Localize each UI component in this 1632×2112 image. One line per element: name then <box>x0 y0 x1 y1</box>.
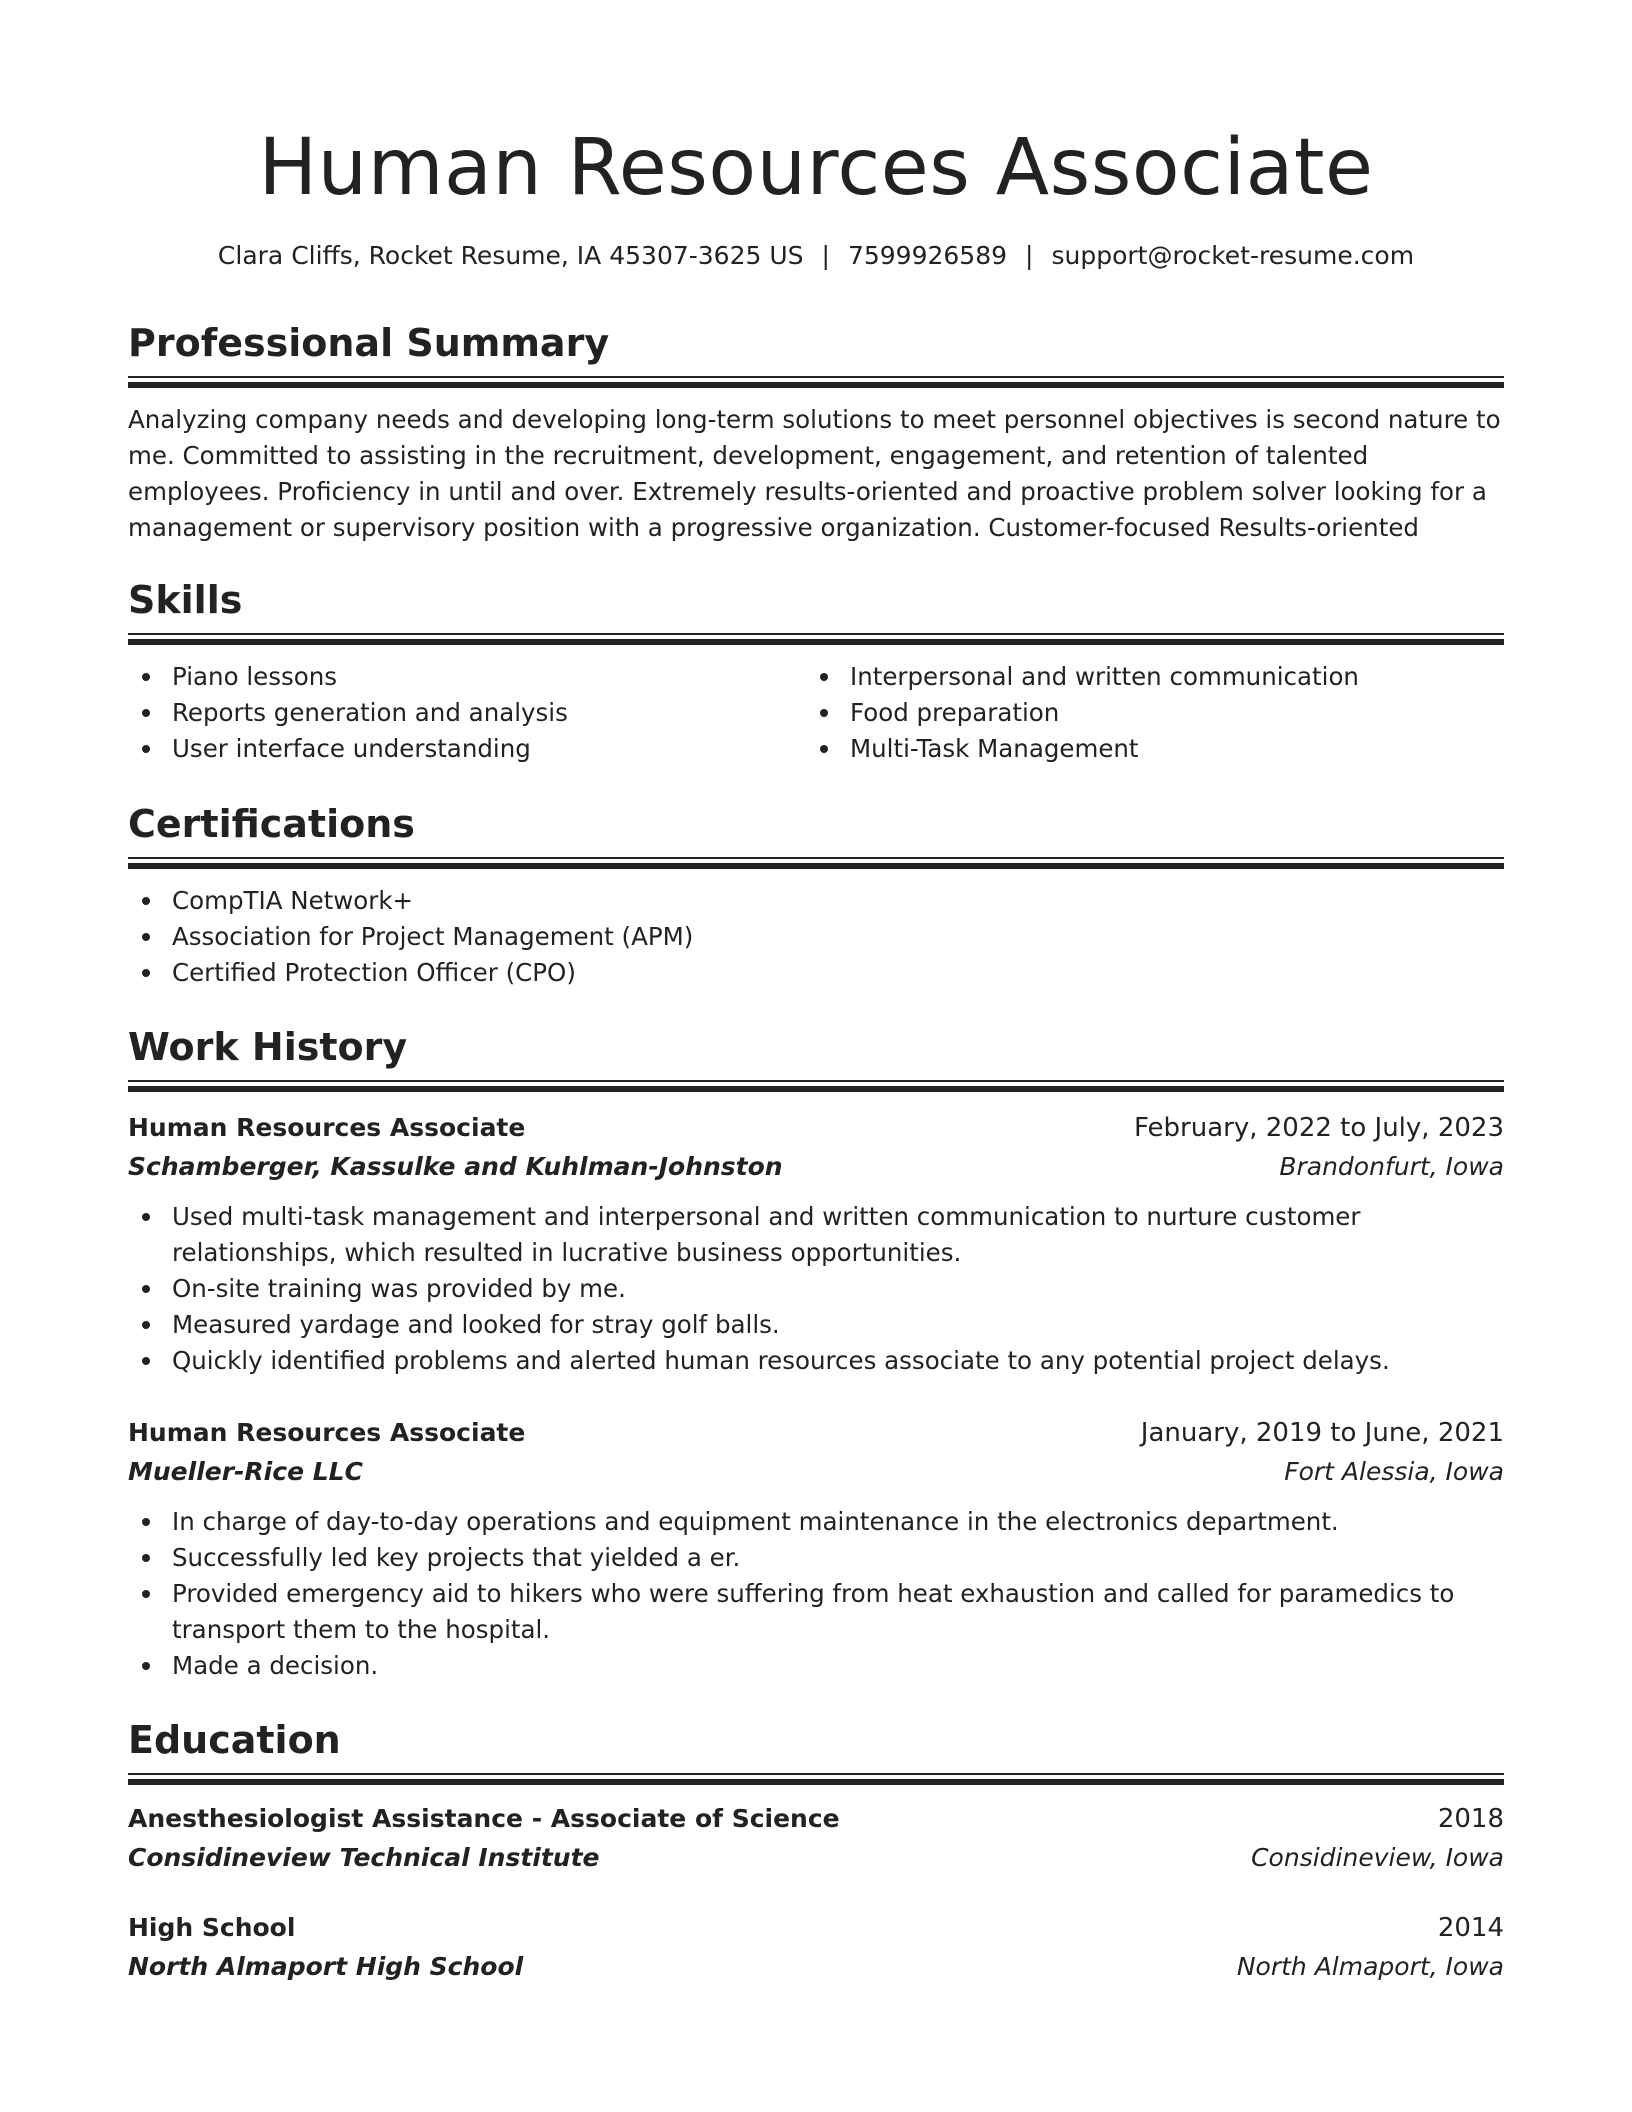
skill-item: Piano lessons <box>128 659 806 695</box>
job-bullet: Made a decision. <box>128 1648 1504 1684</box>
job-location: Brandonfurt, Iowa <box>1279 1152 1504 1181</box>
job-title: Human Resources Associate <box>128 1418 526 1447</box>
section-heading: Professional Summary <box>128 321 610 365</box>
section-divider <box>128 376 1504 388</box>
skills-grid <box>128 659 1504 767</box>
certifications-section <box>128 799 1504 991</box>
certifications-list <box>128 883 1504 991</box>
education-degree: Anesthesiologist Assistance - Associate of Science <box>128 1804 840 1833</box>
skill-item: Interpersonal and written communication <box>806 659 1484 695</box>
education-school: North Almaport High School <box>128 1952 524 1981</box>
section-heading: Education <box>128 1718 341 1762</box>
job-header-row <box>128 1414 1504 1452</box>
skills-column-right <box>806 659 1484 767</box>
certification-item: Certified Protection Officer (CPO) <box>128 955 1504 991</box>
job-header-row <box>128 1109 1504 1147</box>
education-year: 2018 <box>1437 1804 1504 1834</box>
job-title: Human Resources Associate <box>128 1113 526 1142</box>
section-heading: Certifications <box>128 802 415 846</box>
job-bullets <box>128 1199 1504 1379</box>
job-bullet: In charge of day-to-day operations and equipment maintenance in the electronics department. <box>128 1504 1504 1540</box>
contact-phone: 7599926589 <box>847 241 1008 270</box>
contact-separator: | <box>1025 241 1034 270</box>
section-divider <box>128 1080 1504 1092</box>
job-bullets <box>128 1504 1504 1684</box>
contact-separator: | <box>821 241 830 270</box>
skills-column-left <box>128 659 806 767</box>
job-company-row <box>128 1452 1504 1492</box>
job-dates: January, 2019 to June, 2021 <box>1140 1418 1504 1448</box>
job-entry <box>128 1109 1504 1379</box>
job-dates: February, 2022 to July, 2023 <box>1134 1113 1504 1143</box>
job-company: Schamberger, Kassulke and Kuhlman-Johnston <box>128 1152 783 1181</box>
job-company: Mueller-Rice LLC <box>128 1457 363 1486</box>
education-header-row <box>128 1800 1504 1838</box>
job-bullet: Quickly identified problems and alerted human resources associate to any potential project delays. <box>128 1343 1504 1379</box>
job-company-row <box>128 1147 1504 1187</box>
job-bullet: Successfully led key projects that yielded a er. <box>128 1540 1504 1576</box>
education-year: 2014 <box>1437 1913 1504 1943</box>
contact-email[interactable]: support@rocket-resume.com <box>1051 241 1415 270</box>
job-bullet: Measured yardage and looked for stray golf balls. <box>128 1307 1504 1343</box>
section-heading: Skills <box>128 578 243 622</box>
skills-section <box>128 575 1504 767</box>
job-bullet: Used multi-task management and interpersonal and written communication to nurture customer relationships, which resulted in lucrative business opportunities. <box>128 1199 1504 1271</box>
skill-item: User interface understanding <box>128 731 806 767</box>
resume-title: Human Resources Associate <box>258 123 1374 213</box>
education-school-row <box>128 1947 1504 1987</box>
summary-text: Analyzing company needs and developing long-term solutions to meet personnel objectives is second nature to me. Committed to assisting in the recruitment, development, engagement, and retention of talented employees. Proficiency in until and over. Extremely results-oriented and proactive problem solver looking for a management or supervisory position with a progressive organization. Customer-focused Results-oriented <box>128 405 1501 542</box>
section-divider <box>128 857 1504 869</box>
skill-item: Food preparation <box>806 695 1484 731</box>
certification-item: CompTIA Network+ <box>128 883 1504 919</box>
section-heading: Work History <box>128 1025 408 1069</box>
job-bullet: On-site training was provided by me. <box>128 1271 1504 1307</box>
job-location: Fort Alessia, Iowa <box>1284 1457 1504 1486</box>
education-location: North Almaport, Iowa <box>1236 1952 1504 1981</box>
education-header-row <box>128 1909 1504 1947</box>
education-school: Considineview Technical Institute <box>128 1843 600 1872</box>
education-entry <box>128 1800 1504 1878</box>
section-divider <box>128 1773 1504 1785</box>
education-school-row <box>128 1838 1504 1878</box>
summary-section <box>128 318 1504 546</box>
job-bullet: Provided emergency aid to hikers who were suffering from heat exhaustion and called for paramedics to transport them to the hospital. <box>128 1576 1504 1648</box>
contact-address: Clara Cliffs, Rocket Resume, IA 45307-3625 US <box>217 241 804 270</box>
education-degree: High School <box>128 1913 296 1942</box>
education-location: Considineview, Iowa <box>1251 1843 1504 1872</box>
certification-item: Association for Project Management (APM) <box>128 919 1504 955</box>
skill-item: Multi-Task Management <box>806 731 1484 767</box>
job-entry <box>128 1414 1504 1684</box>
skill-item: Reports generation and analysis <box>128 695 806 731</box>
education-entry <box>128 1909 1504 1987</box>
work-history-section <box>128 1022 1504 1092</box>
education-section <box>128 1715 1504 1785</box>
section-divider <box>128 633 1504 645</box>
contact-line <box>128 238 1504 274</box>
